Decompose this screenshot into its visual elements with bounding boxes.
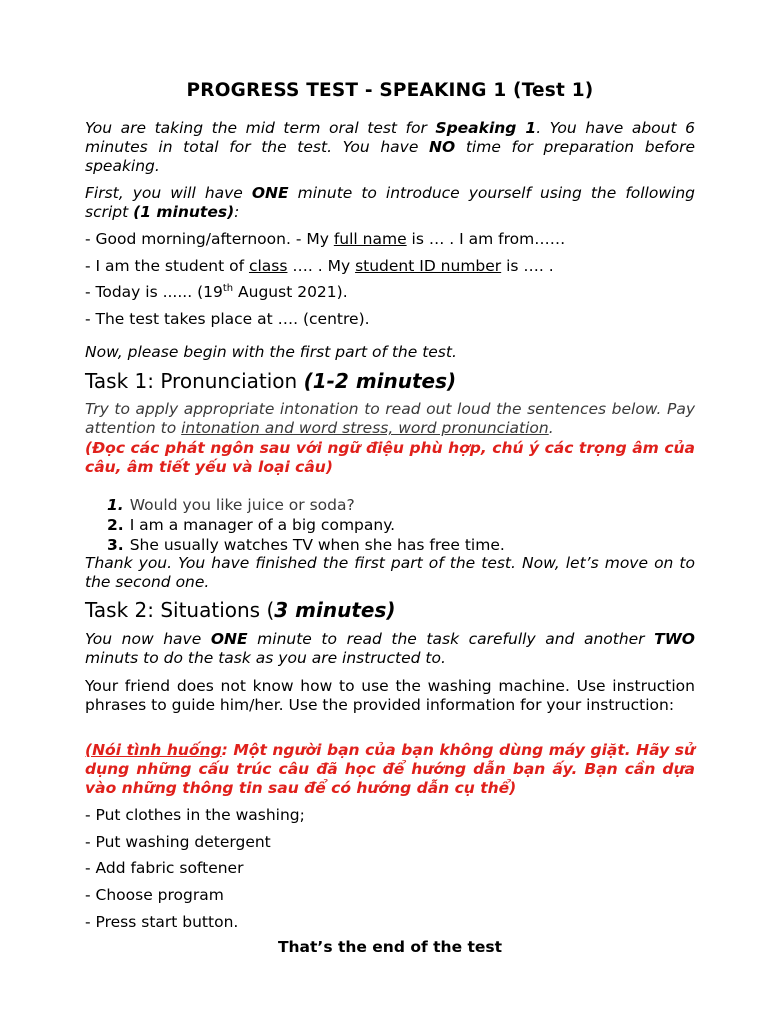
first-paragraph xyxy=(85,184,695,222)
task1-heading-text: Task 1: Pronunciation xyxy=(85,369,304,393)
item-text: Would you like juice or soda? xyxy=(129,496,355,514)
full-name-underlined: full name xyxy=(333,230,407,248)
task2-heading-text: Task 2: Situations ( xyxy=(85,598,275,622)
task2-instruction xyxy=(85,630,695,668)
script-line-3 xyxy=(85,283,348,302)
first-text-2: minute to introduce yourself using the following script xyxy=(85,184,695,221)
item-number: 1. xyxy=(107,496,124,514)
script-line-4: - The test takes place at …. (centre). xyxy=(85,310,370,328)
step-item: - Press start button. xyxy=(85,913,239,931)
step-item: - Choose program xyxy=(85,886,224,904)
task2-bold-one: ONE xyxy=(210,630,248,648)
script-line-2-b: …. . My xyxy=(287,257,356,275)
page-title: PROGRESS TEST - SPEAKING 1 (Test 1) xyxy=(186,80,594,101)
task1-instruction-b: . xyxy=(548,419,554,437)
script-line-1 xyxy=(85,230,565,249)
script-line-2-c: is …. . xyxy=(501,257,554,275)
intro-paragraph xyxy=(85,119,695,176)
task2-heading-duration: 3 minutes) xyxy=(274,598,396,622)
task2-heading xyxy=(85,597,396,623)
task1-item-2 xyxy=(107,516,395,535)
task2-bold-two: TWO xyxy=(654,630,695,648)
item-number: 3. xyxy=(107,536,124,554)
item-number: 2. xyxy=(107,516,124,534)
first-text-1: First, you will have xyxy=(85,184,252,202)
task2-vietnamese-rest: : Một người bạn của bạn không dùng máy giặt. Hãy sử dụng những cấu trúc câu đã học để hướng dẫn bạn ấy. Bạn cần dựa vào những thông tin sau để có hướng dẫn cụ thể) xyxy=(85,741,695,797)
step-item: - Add fabric softener xyxy=(85,859,244,877)
first-text-3: : xyxy=(234,203,240,221)
script-line-1-b: is … . I am from…… xyxy=(406,230,566,248)
class-underlined: class xyxy=(248,257,288,275)
script-line-2 xyxy=(85,257,554,276)
item-text: She usually watches TV when she has free time. xyxy=(129,536,505,554)
step-item: - Put washing detergent xyxy=(85,833,271,851)
task1-thanks: Thank you. You have finished the first part of the test. Now, let’s move on to the second one. xyxy=(85,554,695,591)
intro-bold-no: NO xyxy=(429,138,456,156)
intro-bold-speaking: Speaking 1 xyxy=(435,119,537,137)
intro-text-2: . You have about 6 minutes in total for the test. You have xyxy=(85,119,695,156)
task2-instruction-2: minute to read the task carefully and another xyxy=(247,630,655,648)
superscript-th: th xyxy=(222,282,234,294)
task2-vietnamese-instruction xyxy=(85,741,695,798)
task1-heading-duration: (1-2 minutes) xyxy=(303,369,457,393)
script-line-2-a: - I am the student of xyxy=(85,257,249,275)
task1-instruction-a: Try to apply appropriate intonation to read out loud the sentences below. Pay attention to xyxy=(85,400,695,437)
first-bold-one: ONE xyxy=(251,184,289,202)
task1-item-1 xyxy=(107,496,355,515)
end-of-test-note: That’s the end of the test xyxy=(277,938,503,956)
script-line-3-b: August 2021). xyxy=(233,283,348,301)
task1-heading xyxy=(85,368,456,394)
task2-instruction-3: minuts to do the task as you are instructed to. xyxy=(85,649,446,667)
script-line-3-a: - Today is ...... (19 xyxy=(85,283,223,301)
task2-vietnamese-underlined: (Nói tình huống xyxy=(85,741,222,759)
task1-instruction xyxy=(85,400,695,438)
student-id-underlined: student ID number xyxy=(355,257,502,275)
first-bold-minutes: (1 minutes) xyxy=(133,203,235,221)
item-text: I am a manager of a big company. xyxy=(129,516,396,534)
begin-instruction: Now, please begin with the first part of the test. xyxy=(85,343,457,361)
task2-instruction-1: You now have xyxy=(85,630,211,648)
intro-text-1: You are taking the mid term oral test for xyxy=(85,119,436,137)
intro-text-3: time for preparation before speaking. xyxy=(85,138,695,175)
task1-item-3 xyxy=(107,536,505,555)
task1-instruction-underlined: intonation and word stress, word pronunciation xyxy=(181,419,549,437)
task2-situation: Your friend does not know how to use the washing machine. Use instruction phrases to guide him/her. Use the provided information for your instruction: xyxy=(85,677,695,714)
step-item: - Put clothes in the washing; xyxy=(85,806,305,824)
script-line-1-a: - Good morning/afternoon. - My xyxy=(85,230,334,248)
task1-vietnamese-instruction: (Đọc các phát ngôn sau với ngữ điệu phù hợp, chú ý các trọng âm của câu, âm tiết yếu và loại câu) xyxy=(85,439,695,476)
